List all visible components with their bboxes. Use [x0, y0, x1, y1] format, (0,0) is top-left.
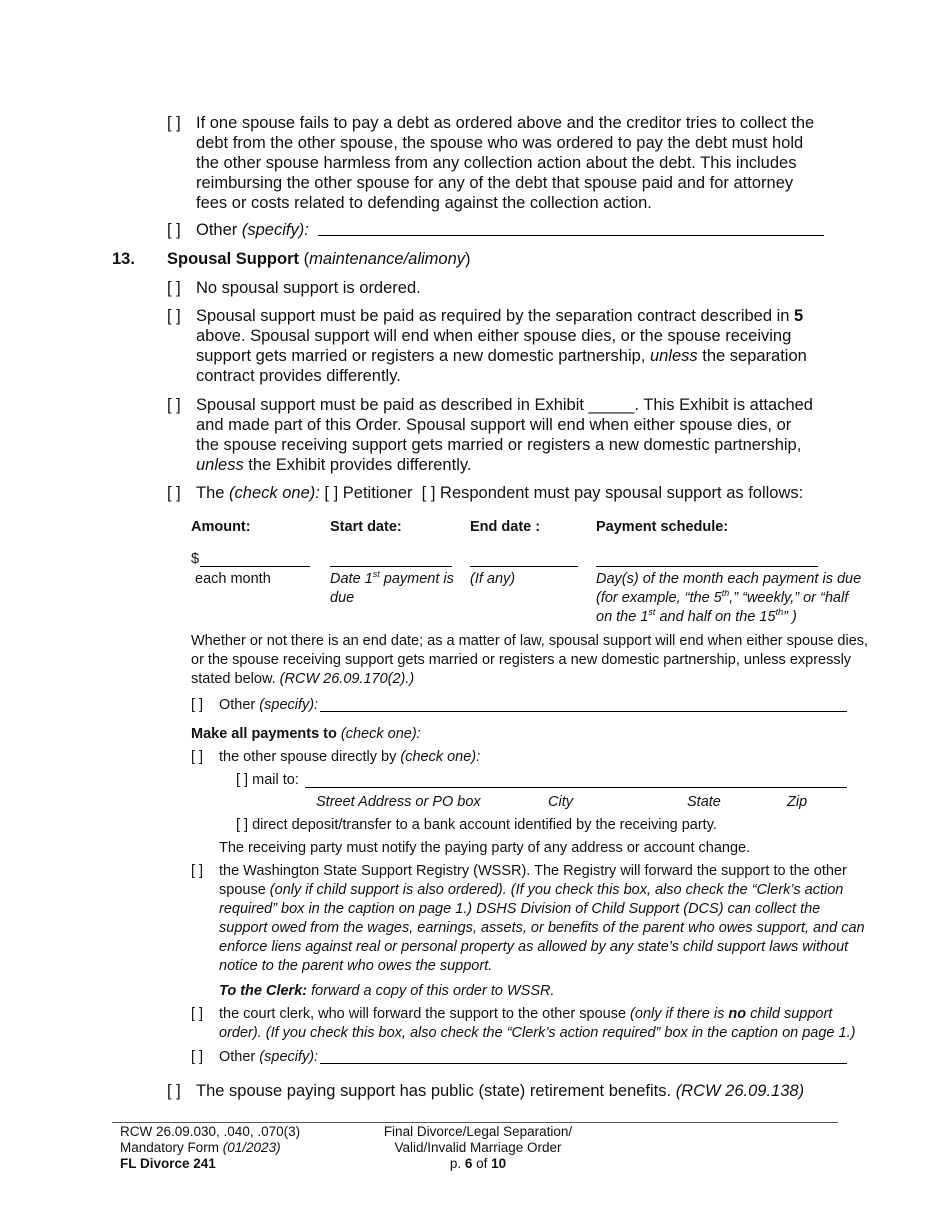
footer-center: Final Divorce/Legal Separation/ Valid/Invalid Marriage Order p. 6 of 10	[383, 1124, 573, 1171]
footer-left: RCW 26.09.030, .040, .070(3) Mandatory Form (01/2023) FL Divorce 241	[120, 1124, 301, 1171]
mail-to-option[interactable]: [ ] mail to:	[236, 772, 299, 788]
checkbox[interactable]: [ ]	[191, 697, 204, 713]
text-line: reimbursing the other spouse for any of the debt that spouse paid and for attorney	[196, 174, 794, 192]
payment-schedule-header: Payment schedule:	[596, 519, 729, 535]
checkbox[interactable]: [ ]	[167, 279, 181, 297]
payer-line: The (check one): [ ] Petitioner [ ] Respondent must pay spousal support as follows:	[196, 484, 804, 502]
section-number: 13.	[112, 250, 135, 268]
end-date-header: End date :	[470, 519, 541, 535]
other-top-label: Other (specify):	[196, 221, 309, 239]
notify-text: The receiving party must notify the paying party of any address or account change.	[219, 840, 751, 856]
other-top-field[interactable]	[318, 235, 824, 236]
text-line: the other spouse harmless from any collection action about the debt. This includes	[196, 154, 797, 172]
court-clerk-option-text: the court clerk, who will forward the support to the other spouse (only if there is no child support order). (If you check this box, also check the “Clerk’s action required” box in the caption on page 1.)	[219, 1006, 856, 1041]
checkbox[interactable]: [ ]	[191, 1049, 204, 1065]
end-date-law-note: Whether or not there is an end date; as a matter of law, spousal support will end when either spouse dies, or the spouse receiving support gets married or registers a new domestic partnership, unless expressly stated below. (RCW 26.09.170(2).)	[191, 633, 869, 687]
end-date-note: (If any)	[470, 571, 516, 587]
amount-field[interactable]	[200, 566, 310, 567]
checkbox[interactable]: [ ]	[191, 749, 204, 765]
each-month-label: each month	[195, 571, 271, 587]
direct-deposit-option[interactable]: [ ] direct deposit/transfer to a bank account identified by the receiving party.	[236, 817, 717, 833]
payment-schedule-field[interactable]	[596, 566, 818, 567]
dollar-sign: $	[191, 551, 200, 567]
wssr-option-text: the Washington State Support Registry (WSSR). The Registry will forward the support to the other spouse (only if child support is also ordered). (If you check this box, also check the “Clerk’s action required” box in the caption on page 1.) DSHS Division of Child Support (DCS) can collect the support owed from the wages, earnings, assets, or benefits of the parent who owes support, and can enforce liens against real or personal property as allowed by any state’s child support laws without notice to the parent who owes the support.	[219, 863, 865, 974]
exhibit-text: Spousal support must be paid as described in Exhibit _____. This Exhibit is attached and made part of this Order. Spousal support will end when either spouse dies, or the spouse receiving support gets married or registers a new domestic partnership, unless the Exhibit provides differently.	[196, 396, 813, 474]
street-address-label: Street Address or PO box	[316, 794, 481, 810]
footer-divider	[112, 1122, 838, 1123]
text-line: If one spouse fails to pay a debt as ordered above and the creditor tries to collect the	[196, 114, 815, 132]
checkbox[interactable]: [ ]	[167, 484, 181, 502]
other-mid-field[interactable]	[320, 711, 847, 712]
checkbox[interactable]: [ ]	[421, 484, 436, 502]
end-date-field[interactable]	[470, 566, 578, 567]
checkbox[interactable]: [ ]	[167, 1082, 181, 1100]
text-line: fees or costs related to defending against the collection action.	[196, 194, 652, 212]
checkbox[interactable]: [ ]	[167, 221, 181, 239]
no-support-text: No spousal support is ordered.	[196, 279, 421, 297]
amount-header: Amount:	[191, 519, 251, 535]
start-date-field[interactable]	[330, 566, 452, 567]
debt-hold-harmless-text	[196, 113, 814, 213]
checkbox[interactable]: [ ]	[167, 396, 181, 414]
checkbox[interactable]: [ ]	[167, 307, 181, 325]
checkbox[interactable]: [ ]	[167, 114, 181, 132]
city-label: City	[548, 794, 573, 810]
start-date-note: Date 1st payment is due	[330, 569, 454, 606]
direct-payment-label: the other spouse directly by (check one):	[219, 749, 481, 765]
state-label: State	[687, 794, 721, 810]
payment-schedule-note: Day(s) of the month each payment is due (for example, “the 5th,” “weekly,” or “half on the 1st and half on the 15th” )	[596, 571, 862, 625]
retirement-text: The spouse paying support has public (state) retirement benefits. (RCW 26.09.138)	[196, 1082, 805, 1100]
to-the-clerk-note: To the Clerk: forward a copy of this order to WSSR.	[219, 983, 555, 999]
start-date-header: Start date:	[330, 519, 402, 535]
checkbox[interactable]: [ ]	[191, 863, 204, 879]
other-payment-field[interactable]	[320, 1063, 847, 1064]
section-title: Spousal Support (maintenance/alimony)	[167, 250, 471, 268]
mail-to-address-field[interactable]	[305, 787, 847, 788]
checkbox[interactable]: [ ]	[324, 484, 339, 502]
payments-heading: Make all payments to (check one):	[191, 726, 421, 742]
separation-contract-text: Spousal support must be paid as required by the separation contract described in 5 above. Spousal support will end when either spouse dies, or the spouse receiving support gets married or registers a new domestic partnership, unless the separation contract provides differently.	[196, 307, 807, 385]
other-payment-label: Other (specify):	[219, 1049, 319, 1065]
other-mid-label: Other (specify):	[219, 697, 319, 713]
checkbox[interactable]: [ ]	[191, 1006, 204, 1022]
text-line: debt from the other spouse, the spouse who was ordered to pay the debt must hold	[196, 134, 804, 152]
zip-label: Zip	[787, 794, 808, 810]
